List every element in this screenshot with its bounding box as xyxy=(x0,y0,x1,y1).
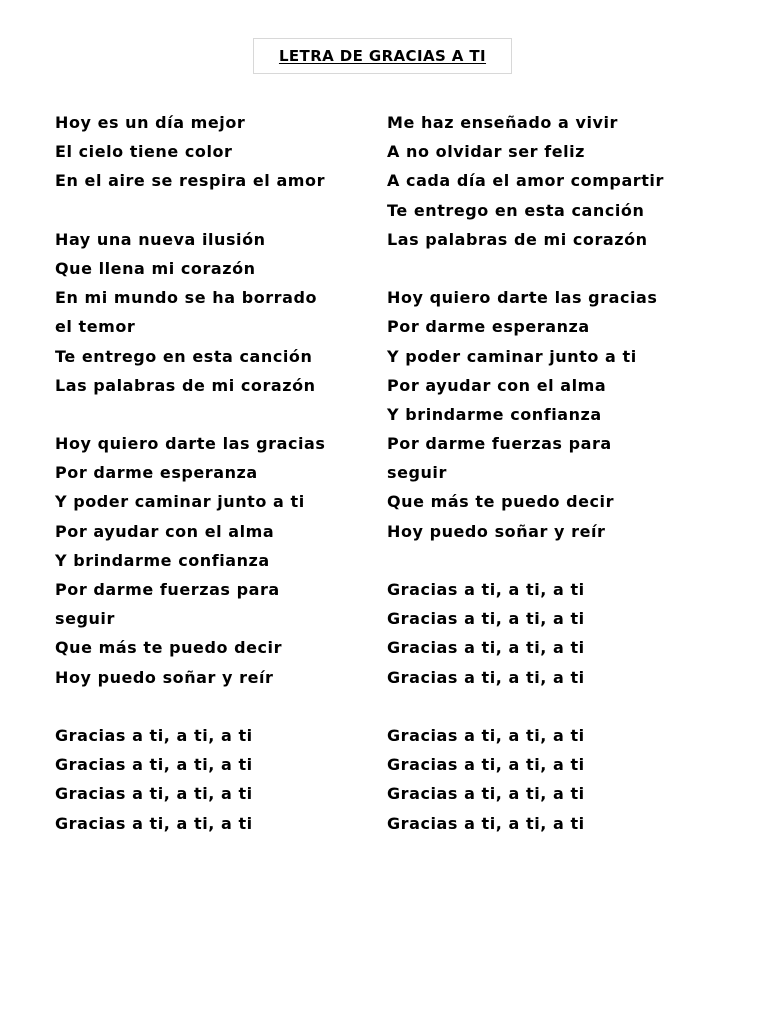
lyric-line: Me haz enseñado a vivir xyxy=(387,113,618,132)
lyric-line: Gracias a ti, a ti, a ti xyxy=(387,609,585,629)
lyric-line: Te entrego en esta canción xyxy=(55,346,313,366)
lyric-line: Que más te puedo decir xyxy=(55,638,283,658)
lyric-line: Y poder caminar junto a ti xyxy=(55,492,305,512)
lyric-line xyxy=(55,400,365,429)
lyric-line: Que llena mi corazón xyxy=(55,258,256,278)
lyric-line: Y poder caminar junto a ti xyxy=(387,346,637,366)
lyric-line: Hoy puedo soñar y reír xyxy=(387,521,606,541)
lyric-line: Por ayudar con el alma xyxy=(55,521,275,541)
lyric-line: Gracias a ti, a ti, a ti xyxy=(387,638,585,658)
lyric-line: Gracias a ti, a ti, a ti xyxy=(387,755,585,775)
lyric-line: Por ayudar con el alma xyxy=(387,375,607,395)
lyric-line: Gracias a ti, a ti, a ti xyxy=(55,784,253,804)
lyric-line: Hay una nueva ilusión xyxy=(55,229,266,249)
lyric-line xyxy=(55,692,365,721)
lyric-line: Hoy quiero darte las gracias xyxy=(55,434,326,454)
lyric-line: Gracias a ti, a ti, a ti xyxy=(387,725,585,745)
lyric-line: Y brindarme confianza xyxy=(55,550,270,570)
lyric-line xyxy=(387,692,717,721)
lyric-line xyxy=(387,546,717,575)
lyric-line: Gracias a ti, a ti, a ti xyxy=(55,813,253,833)
lyric-line: Por darme fuerzas para xyxy=(55,580,280,599)
lyric-line: seguir xyxy=(387,463,447,483)
lyric-line: Gracias a ti, a ti, a ti xyxy=(387,784,585,804)
lyric-line: Te entrego en esta canción xyxy=(387,200,645,220)
lyric-line: Las palabras de mi corazón xyxy=(55,375,316,395)
lyric-line: seguir xyxy=(55,609,115,629)
lyric-line: Hoy puedo soñar y reír xyxy=(55,667,274,687)
lyric-line: Por darme esperanza xyxy=(387,317,590,337)
lyric-line: Y brindarme confianza xyxy=(387,404,602,424)
lyric-line: Las palabras de mi corazón xyxy=(387,229,648,249)
lyric-line: Gracias a ti, a ti, a ti xyxy=(387,813,585,833)
title-box xyxy=(253,38,512,74)
lyric-line: Por darme fuerzas para xyxy=(387,434,612,454)
lyric-line: Gracias a ti, a ti, a ti xyxy=(387,580,585,599)
lyric-line: Gracias a ti, a ti, a ti xyxy=(55,755,253,775)
lyric-line xyxy=(387,254,717,283)
lyric-line xyxy=(55,196,365,225)
lyric-line: El cielo tiene color xyxy=(55,142,233,162)
lyric-line: A cada día el amor compartir xyxy=(387,171,664,191)
lyric-line: Por darme esperanza xyxy=(55,463,258,483)
lyric-line: el temor xyxy=(55,317,136,337)
lyrics-column-right xyxy=(387,108,717,838)
document-title: LETRA DE GRACIAS A TI xyxy=(278,47,487,65)
lyric-line: Gracias a ti, a ti, a ti xyxy=(387,667,585,687)
lyric-line: Hoy es un día mejor xyxy=(55,113,246,132)
lyric-line: A no olvidar ser feliz xyxy=(387,142,586,162)
lyrics-column-left xyxy=(55,108,365,838)
lyric-line: Gracias a ti, a ti, a ti xyxy=(55,725,253,745)
lyric-line: En el aire se respira el amor xyxy=(55,171,326,191)
lyric-line: Que más te puedo decir xyxy=(387,492,615,512)
lyric-line: En mi mundo se ha borrado xyxy=(55,288,318,308)
lyric-line: Hoy quiero darte las gracias xyxy=(387,288,658,308)
